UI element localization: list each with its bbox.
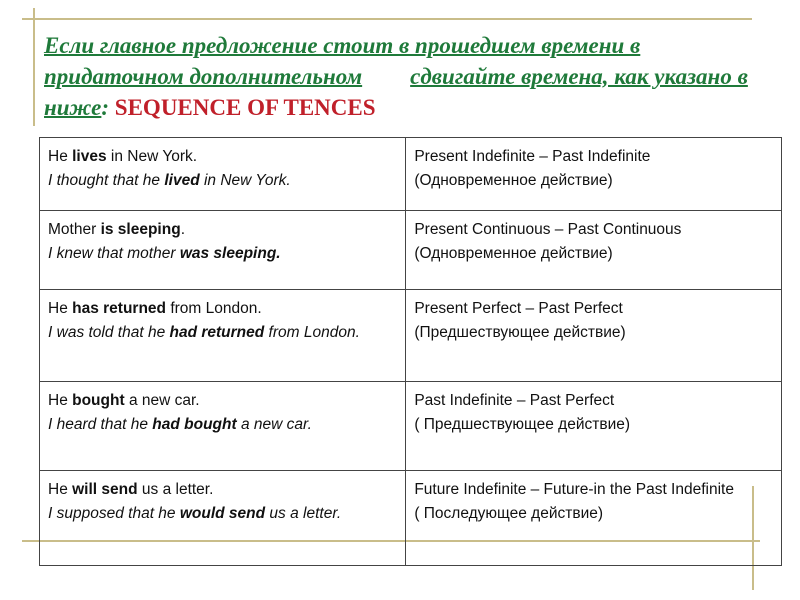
action-note: (Одновременное действие)	[414, 172, 613, 189]
example-cell	[40, 471, 406, 566]
example-sentence	[48, 297, 397, 321]
tense-rule-cell	[406, 290, 782, 382]
reported-sentence	[48, 169, 397, 193]
table-body	[40, 138, 782, 566]
tense-shift-rule: Past Indefinite – Past Perfect	[414, 392, 615, 409]
bold-verb: is sleeping	[100, 221, 181, 238]
example-sentence	[48, 389, 397, 413]
action-note: ( Предшествующее действие)	[414, 416, 631, 433]
reported-sentence	[48, 242, 397, 266]
action-note: (Предшествующее действие)	[414, 324, 626, 341]
bold-verb: was sleeping.	[179, 245, 281, 262]
text-segment: .	[180, 221, 185, 238]
text-segment: us a letter.	[265, 505, 342, 522]
text-segment: I knew that mother	[48, 245, 180, 262]
slide-title	[44, 30, 764, 123]
table-row	[40, 382, 782, 471]
text-segment: a new car.	[236, 416, 312, 433]
text-segment: in New York.	[199, 172, 291, 189]
decorative-line-left	[33, 8, 35, 126]
bold-verb: lived	[164, 172, 200, 189]
table-row	[40, 471, 782, 566]
table-row	[40, 290, 782, 382]
text-segment: a new car.	[124, 392, 200, 409]
sequence-of-tenses-table	[39, 137, 782, 566]
bold-verb: had bought	[152, 416, 237, 433]
table-row	[40, 211, 782, 290]
text-segment: He	[48, 300, 73, 317]
table-row	[40, 138, 782, 211]
tense-rule-cell	[406, 211, 782, 290]
text-segment: I	[48, 324, 57, 341]
tense-rule-cell	[406, 382, 782, 471]
text-segment: from London.	[166, 300, 262, 317]
text-segment: He	[48, 148, 73, 165]
example-sentence	[48, 218, 397, 242]
tense-rule-cell	[406, 471, 782, 566]
tense-rule-cell	[406, 138, 782, 211]
bold-verb: would send	[179, 505, 266, 522]
example-cell	[40, 138, 406, 211]
tense-shift-rule: Future Indefinite – Future-in the Past Indefinite	[414, 481, 734, 498]
title-highlight: SEQUENCE OF TENCES	[114, 95, 376, 120]
text-segment: He	[48, 392, 73, 409]
decorative-line-top	[22, 18, 752, 20]
example-sentence	[48, 145, 397, 169]
bold-verb: had returned	[169, 324, 265, 341]
tense-shift-rule: Present Indefinite – Past Indefinite	[414, 148, 651, 165]
text-segment: I thought that he	[48, 172, 165, 189]
text-segment: us a letter.	[137, 481, 214, 498]
example-cell	[40, 290, 406, 382]
reported-sentence	[48, 502, 397, 526]
bold-verb: has returned	[72, 300, 167, 317]
text-segment: He	[48, 481, 73, 498]
tense-shift-rule: Present Perfect – Past Perfect	[414, 300, 623, 317]
reported-sentence	[48, 321, 397, 345]
text-segment: Mother	[48, 221, 101, 238]
example-cell	[40, 211, 406, 290]
text-segment: I supposed that he	[48, 505, 180, 522]
title-part-1: Если главное предложение стоит в прошедшем времени в придаточном дополнительном	[44, 33, 641, 89]
action-note: ( Последующее действие)	[414, 505, 604, 522]
text-segment: was told that he	[56, 324, 170, 341]
example-cell	[40, 382, 406, 471]
example-sentence	[48, 478, 397, 502]
title-colon: :	[101, 95, 110, 120]
bold-verb: will send	[72, 481, 138, 498]
text-segment: I heard that he	[48, 416, 153, 433]
text-segment: in New York.	[106, 148, 198, 165]
bold-verb: bought	[72, 392, 125, 409]
title-part-2: сдвигайте времена, как указано в ниже	[44, 64, 748, 120]
tense-shift-rule: Present Continuous – Past Continuous	[414, 221, 682, 238]
text-segment: from London.	[264, 324, 360, 341]
bold-verb: lives	[72, 148, 107, 165]
action-note: (Одновременное действие)	[414, 245, 613, 262]
reported-sentence	[48, 413, 397, 437]
